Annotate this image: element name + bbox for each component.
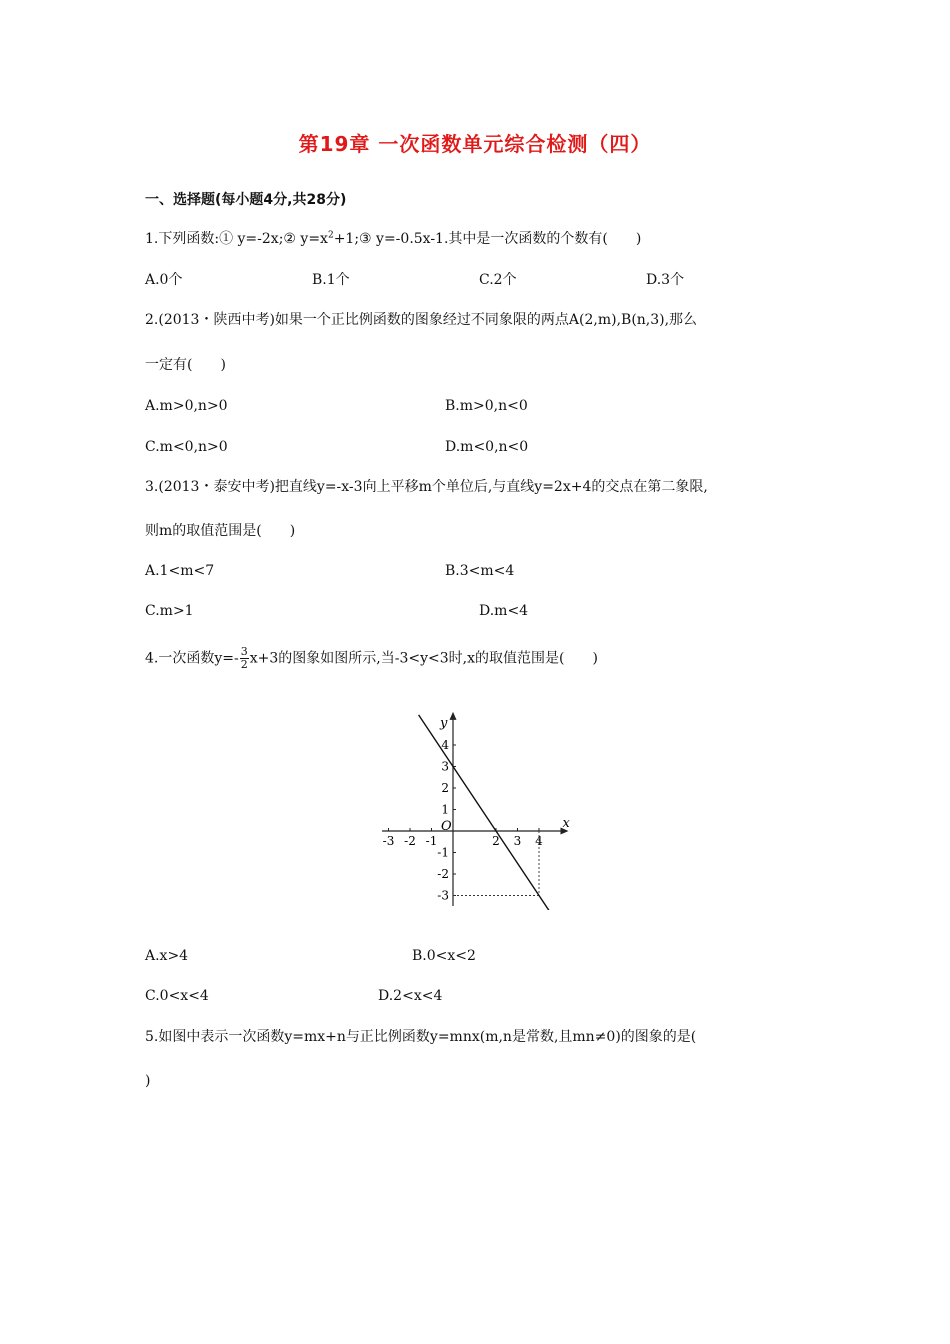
q2-option-b: B.m>0,n<0 bbox=[445, 398, 528, 414]
q4-stem-b: x+3的图象如图所示,当-3<y<3时,x的取值范围是( ) bbox=[249, 650, 598, 667]
q4-option-b: B.0<x<2 bbox=[412, 948, 476, 964]
question-3-line2: 则m的取值范围是( ) bbox=[145, 523, 296, 539]
q1-stem-a: 1.下列函数:① y=-2x;② y=x bbox=[145, 231, 328, 247]
q3-option-a: A.1<m<7 bbox=[145, 563, 215, 579]
y-tick-label: 1 bbox=[441, 802, 449, 817]
y-tick-label: -2 bbox=[437, 867, 449, 881]
y-tick-label: 2 bbox=[441, 781, 449, 795]
question-1 bbox=[145, 229, 641, 249]
origin-label: O bbox=[441, 819, 452, 834]
x-tick-label: 2 bbox=[492, 834, 500, 848]
question-4 bbox=[145, 646, 598, 671]
y-tick-label: 4 bbox=[441, 738, 449, 752]
x-axis-label: x bbox=[562, 816, 570, 831]
q3-option-d: D.m<4 bbox=[479, 603, 529, 619]
x-tick-label: 3 bbox=[513, 834, 522, 848]
x-tick-label: -1 bbox=[425, 834, 438, 848]
y-tick-label: -1 bbox=[437, 845, 449, 860]
q1-option-c: C.2个 bbox=[479, 272, 517, 288]
q2-option-c: C.m<0,n>0 bbox=[145, 439, 228, 455]
q1-option-a: A.0个 bbox=[145, 272, 183, 288]
x-tick-label: -2 bbox=[404, 834, 416, 848]
q4-option-a: A.x>4 bbox=[145, 948, 189, 964]
q1-option-b: B.1个 bbox=[312, 272, 350, 288]
question-5-line1: 5.如图中表示一次函数y=mx+n与正比例函数y=mnx(m,n是常数,且mn≠0)的图象的是( bbox=[145, 1029, 697, 1045]
q2-option-a: A.m>0,n>0 bbox=[145, 398, 228, 414]
y-tick-label: 3 bbox=[441, 759, 449, 774]
question-5-line2: ) bbox=[145, 1073, 151, 1089]
fraction-numerator: 3 bbox=[240, 645, 248, 658]
q4-option-c: C.0<x<4 bbox=[145, 988, 209, 1004]
question-3-line1: 3.(2013・泰安中考)把直线y=-x-3向上平移m个单位后,与直线y=2x+4的交点在第二象限, bbox=[145, 479, 708, 495]
q1-option-d: D.3个 bbox=[646, 272, 685, 288]
x-tick-label: 4 bbox=[535, 834, 543, 848]
q4-stem-a: 4.一次函数y=- bbox=[145, 650, 239, 667]
section-heading: 一、选择题(每小题4分,共28分) bbox=[145, 192, 347, 208]
fraction-denominator: 2 bbox=[240, 658, 248, 671]
function-graph bbox=[370, 700, 580, 910]
q3-option-b: B.3<m<4 bbox=[445, 563, 515, 579]
question-2-line1: 2.(2013・陕西中考)如果一个正比例函数的图象经过不同象限的两点A(2,m),B(n,3),那么 bbox=[145, 312, 698, 328]
y-axis-label: y bbox=[440, 715, 448, 731]
q1-stem-b: +1;③ y=-0.5x-1.其中是一次函数的个数有( ) bbox=[333, 231, 642, 247]
question-2-line2: 一定有( ) bbox=[145, 357, 226, 373]
q4-option-d: D.2<x<4 bbox=[378, 988, 443, 1004]
page-title: 第19章 一次函数单元综合检测（四） bbox=[298, 132, 652, 156]
y-axis-arrow bbox=[450, 712, 457, 720]
y-tick-label: -3 bbox=[437, 888, 449, 903]
x-tick-label: -3 bbox=[382, 834, 395, 848]
q3-option-c: C.m>1 bbox=[145, 603, 194, 619]
q2-option-d: D.m<0,n<0 bbox=[445, 439, 529, 455]
q1-superscript: 2 bbox=[327, 230, 334, 241]
fraction bbox=[240, 646, 249, 671]
